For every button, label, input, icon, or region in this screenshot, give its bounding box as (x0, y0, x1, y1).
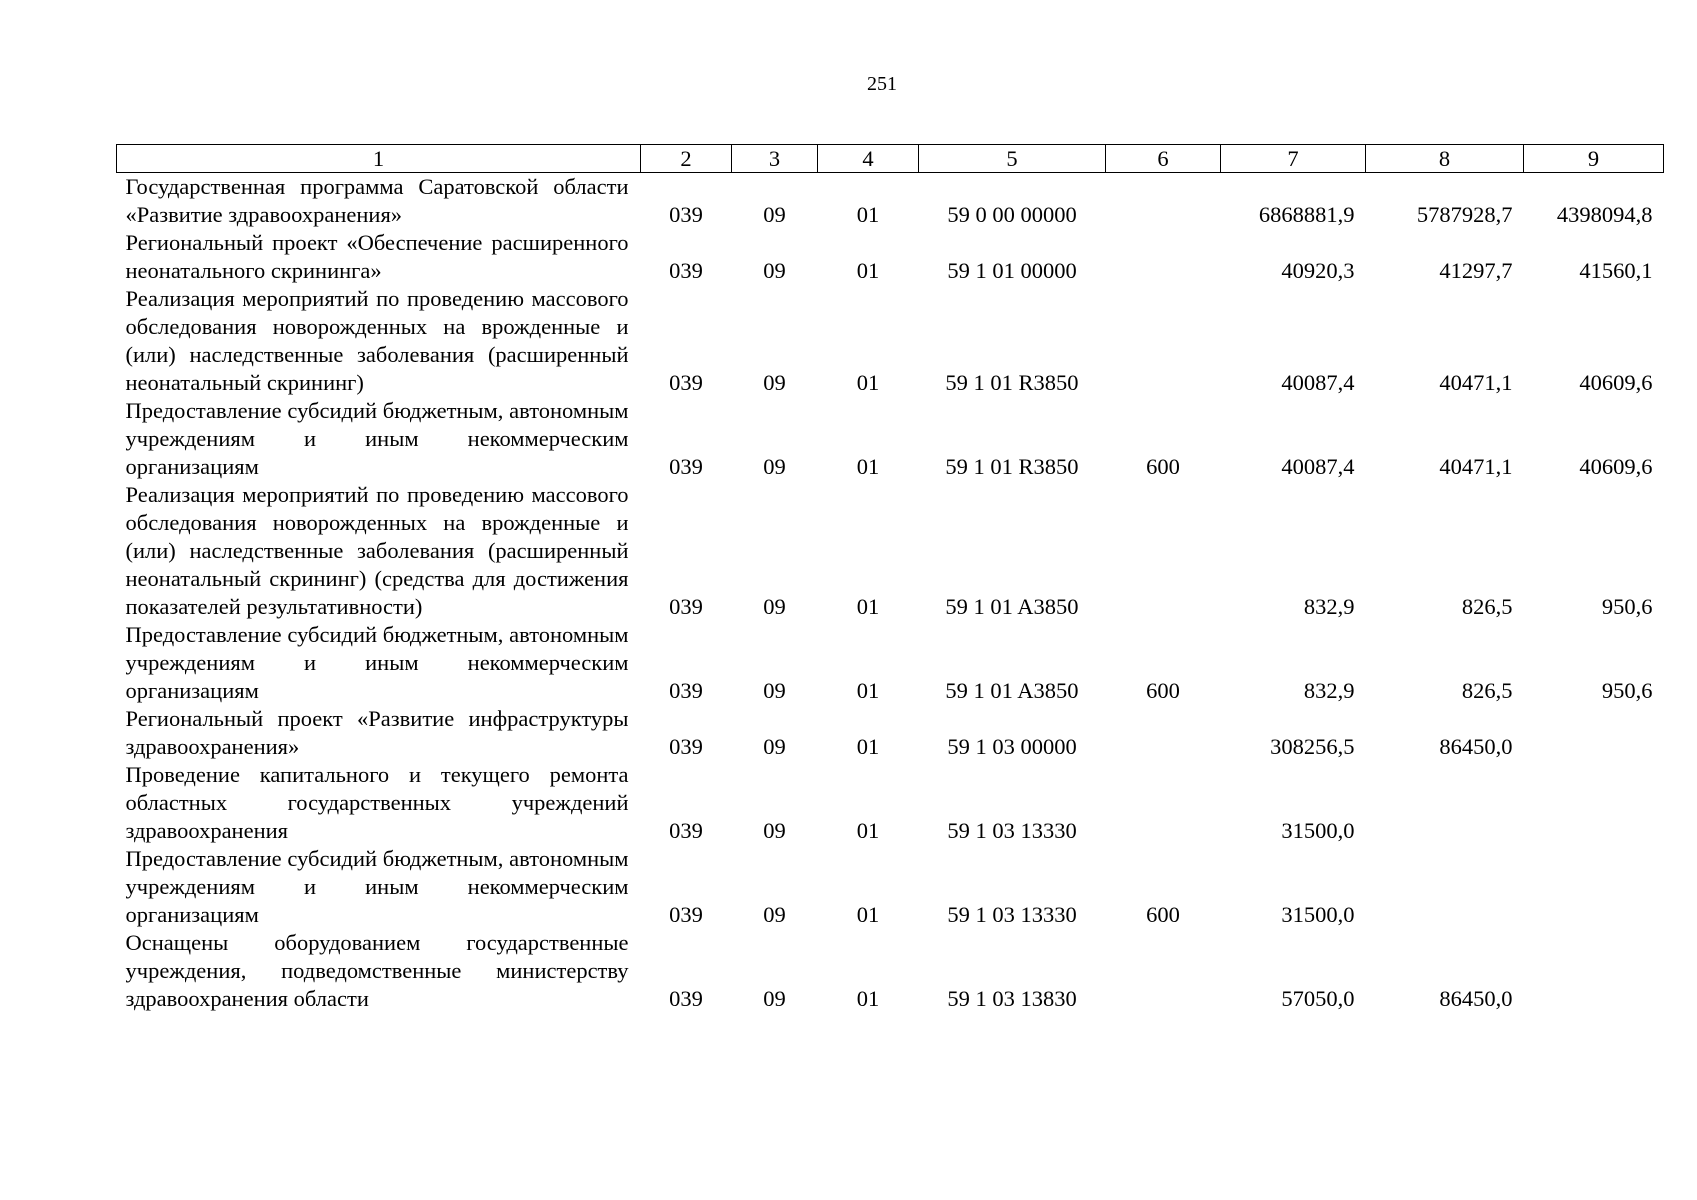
row-code: 59 1 03 00000 (947, 734, 1077, 759)
row-col-6 (1106, 173, 1221, 230)
row-col-3: 09 (763, 370, 786, 395)
header-row (117, 145, 1664, 173)
header-col-7: 7 (1221, 145, 1366, 173)
table-row (117, 929, 1664, 1013)
row-amount-7: 40087,4 (1281, 454, 1355, 479)
header-col-5: 5 (919, 145, 1106, 173)
row-code: 59 1 01 R3850 (945, 370, 1079, 395)
table-row (117, 845, 1664, 929)
row-col-2: 039 (669, 818, 703, 843)
row-col-3: 09 (763, 454, 786, 479)
row-col-2: 039 (669, 454, 703, 479)
row-amount-9: 41560,1 (1579, 258, 1653, 283)
row-amount-7: 308256,5 (1270, 734, 1355, 759)
row-amount-7: 832,9 (1303, 594, 1355, 619)
row-amount-9 (1524, 929, 1664, 1013)
row-col-3: 09 (763, 902, 786, 927)
row-col-6 (1106, 229, 1221, 285)
row-col-3: 09 (763, 678, 786, 703)
row-col-6: 600 (1146, 902, 1180, 927)
table-body (117, 173, 1664, 1014)
row-col-2: 039 (669, 370, 703, 395)
row-description: Государственная программа Саратовской области «Развитие здравоохранения» (125, 174, 629, 227)
row-col-6: 600 (1146, 454, 1180, 479)
table-row (117, 397, 1664, 481)
row-amount-9: 40609,6 (1579, 454, 1653, 479)
row-description: Региональный проект «Развитие инфраструктуры здравоохранения» (125, 706, 629, 759)
row-amount-8: 86450,0 (1439, 734, 1513, 759)
row-code: 59 1 03 13830 (947, 986, 1077, 1011)
row-amount-8: 826,5 (1461, 594, 1513, 619)
row-col-6 (1106, 705, 1221, 761)
row-col-4: 01 (856, 902, 880, 927)
table-row (117, 285, 1664, 397)
row-col-6 (1106, 929, 1221, 1013)
row-amount-9: 4398094,8 (1556, 202, 1653, 227)
row-amount-7: 57050,0 (1281, 986, 1355, 1011)
page-number: 251 (867, 73, 897, 95)
row-code: 59 1 01 A3850 (945, 678, 1079, 703)
table-row (117, 705, 1664, 761)
row-col-3: 09 (763, 202, 786, 227)
row-col-2: 039 (669, 986, 703, 1011)
row-amount-8: 40471,1 (1439, 370, 1513, 395)
row-col-2: 039 (669, 734, 703, 759)
row-amount-7: 31500,0 (1281, 902, 1355, 927)
row-col-6 (1106, 481, 1221, 621)
row-amount-9: 40609,6 (1579, 370, 1653, 395)
row-col-2: 039 (669, 678, 703, 703)
row-col-6: 600 (1146, 678, 1180, 703)
row-col-4: 01 (856, 202, 880, 227)
row-amount-8: 40471,1 (1439, 454, 1513, 479)
header-col-9: 9 (1524, 145, 1664, 173)
row-code: 59 1 03 13330 (947, 818, 1077, 843)
row-description: Оснащены оборудованием государственные учреждения, подведомственные министерству здравоохранения области (125, 930, 629, 1011)
row-amount-8 (1366, 761, 1524, 845)
row-col-4: 01 (856, 986, 880, 1011)
row-description: Проведение капитального и текущего ремонта областных государственных учреждений здравоохранения (125, 762, 629, 843)
header-col-4: 4 (818, 145, 919, 173)
header-col-1: 1 (117, 145, 641, 173)
row-description: Реализация мероприятий по проведению массового обследования новорожденных на врожденные и (или) наследственные заболевания (расширенный неонатальный скрининг) (125, 286, 629, 395)
header-col-3: 3 (732, 145, 818, 173)
row-amount-9: 950,6 (1601, 594, 1653, 619)
row-description: Реализация мероприятий по проведению массового обследования новорожденных на врожденные и (или) наследственные заболевания (расширенный неонатальный скрининг) (средства для достижения показателей результативности) (125, 482, 629, 619)
row-description: Предоставление субсидий бюджетным, автономным учреждениям и иным некоммерческим организациям (125, 398, 629, 479)
row-col-4: 01 (856, 258, 880, 283)
row-col-2: 039 (669, 902, 703, 927)
row-col-3: 09 (763, 818, 786, 843)
row-amount-8: 41297,7 (1439, 258, 1513, 283)
row-code: 59 1 03 13330 (947, 902, 1077, 927)
header-col-6: 6 (1106, 145, 1221, 173)
table-header (117, 145, 1664, 173)
row-col-4: 01 (856, 454, 880, 479)
table-row (117, 761, 1664, 845)
table-row (117, 621, 1664, 705)
row-amount-7: 31500,0 (1281, 818, 1355, 843)
row-col-4: 01 (856, 734, 880, 759)
row-description: Предоставление субсидий бюджетным, автономным учреждениям и иным некоммерческим организациям (125, 846, 629, 927)
table-row (117, 481, 1664, 621)
row-col-4: 01 (856, 678, 880, 703)
row-code: 59 1 01 A3850 (945, 594, 1079, 619)
row-col-2: 039 (669, 258, 703, 283)
row-amount-7: 40087,4 (1281, 370, 1355, 395)
row-amount-7: 6868881,9 (1258, 202, 1355, 227)
row-code: 59 1 01 00000 (947, 258, 1077, 283)
row-col-4: 01 (856, 370, 880, 395)
row-col-6 (1106, 285, 1221, 397)
table-row (117, 173, 1664, 230)
row-col-4: 01 (856, 818, 880, 843)
row-description: Предоставление субсидий бюджетным, автономным учреждениям и иным некоммерческим организациям (125, 622, 629, 703)
row-col-2: 039 (669, 594, 703, 619)
row-col-4: 01 (856, 594, 880, 619)
row-code: 59 0 00 00000 (947, 202, 1077, 227)
row-amount-7: 40920,3 (1281, 258, 1355, 283)
row-col-3: 09 (763, 734, 786, 759)
budget-table (116, 144, 1664, 1013)
row-amount-8: 826,5 (1461, 678, 1513, 703)
row-amount-9 (1524, 845, 1664, 929)
row-amount-8 (1366, 845, 1524, 929)
row-col-3: 09 (763, 258, 786, 283)
row-code: 59 1 01 R3850 (945, 454, 1079, 479)
row-col-3: 09 (763, 594, 786, 619)
row-amount-7: 832,9 (1303, 678, 1355, 703)
row-amount-8: 86450,0 (1439, 986, 1513, 1011)
row-col-2: 039 (669, 202, 703, 227)
row-amount-9 (1524, 705, 1664, 761)
row-amount-9 (1524, 761, 1664, 845)
row-amount-8: 5787928,7 (1416, 202, 1513, 227)
header-col-2: 2 (641, 145, 732, 173)
row-description: Региональный проект «Обеспечение расширенного неонатального скрининга» (125, 230, 629, 283)
header-col-8: 8 (1366, 145, 1524, 173)
row-col-3: 09 (763, 986, 786, 1011)
table-row (117, 229, 1664, 285)
row-amount-9: 950,6 (1601, 678, 1653, 703)
row-col-6 (1106, 761, 1221, 845)
